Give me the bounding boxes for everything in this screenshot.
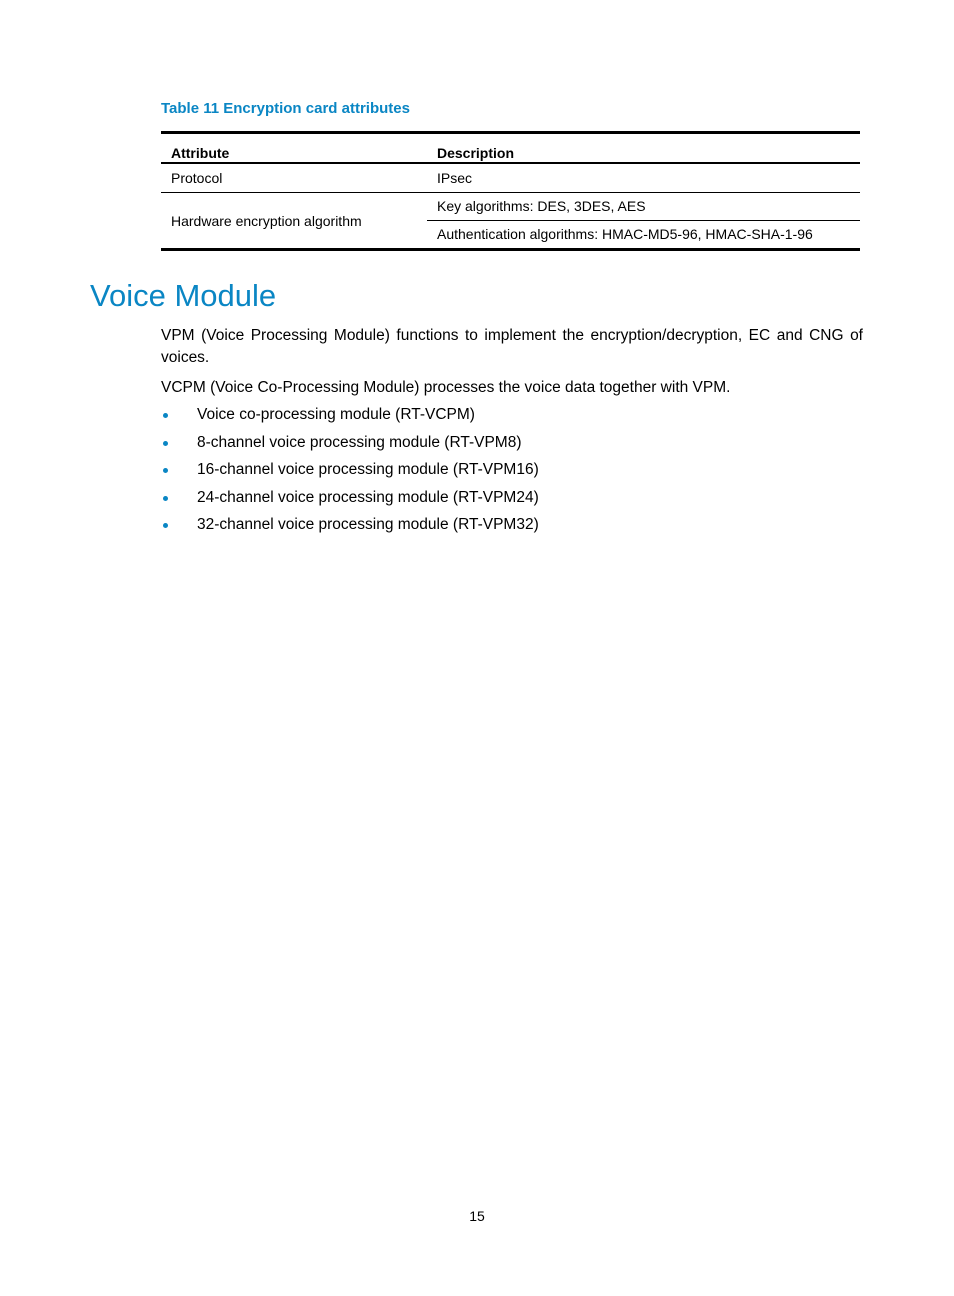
bullet-icon	[163, 441, 168, 446]
bullet-icon	[163, 523, 168, 528]
table-header-row	[161, 133, 860, 164]
description-line: Authentication algorithms: HMAC-MD5-96, HMAC-SHA-1-96	[437, 226, 813, 242]
paragraph-vpm: VPM (Voice Processing Module) functions to implement the encryption/decryption, EC and CNG of voices.	[161, 327, 863, 366]
list-item-text: 24-channel voice processing module (RT-VPM24)	[197, 488, 539, 506]
list-item-text: 16-channel voice processing module (RT-VPM16)	[197, 461, 539, 478]
section-heading: Voice Module	[90, 278, 277, 313]
list-item	[161, 404, 539, 432]
cell-description	[427, 193, 860, 250]
bullet-icon	[163, 468, 168, 473]
cell-attribute: Protocol	[161, 163, 427, 193]
description-line: Key algorithms: DES, 3DES, AES	[427, 193, 860, 221]
list-item	[161, 432, 539, 460]
bullet-icon	[163, 496, 168, 501]
list-item-text: 8-channel voice processing module (RT-VPM8)	[197, 433, 522, 451]
list-item	[161, 459, 539, 487]
module-list	[161, 404, 539, 542]
table-row	[161, 163, 860, 193]
table-caption: Table 11 Encryption card attributes	[161, 100, 410, 117]
list-item	[161, 514, 539, 542]
header-description: Description	[437, 144, 515, 161]
list-item-text: 32-channel voice processing module (RT-VPM32)	[197, 516, 539, 533]
list-item-text: Voice co-processing module (RT-VCPM)	[197, 406, 475, 423]
table-row	[161, 193, 860, 250]
cell-attribute: Hardware encryption algorithm	[171, 212, 362, 229]
bullet-icon	[163, 413, 168, 418]
header-attribute: Attribute	[171, 144, 230, 161]
list-item	[161, 487, 539, 515]
page-number: 15	[469, 1208, 485, 1224]
paragraph-vcpm: VCPM (Voice Co-Processing Module) processes the voice data together with VPM.	[161, 379, 731, 396]
cell-description: IPsec	[427, 163, 860, 193]
encryption-card-attributes-table	[161, 131, 860, 251]
